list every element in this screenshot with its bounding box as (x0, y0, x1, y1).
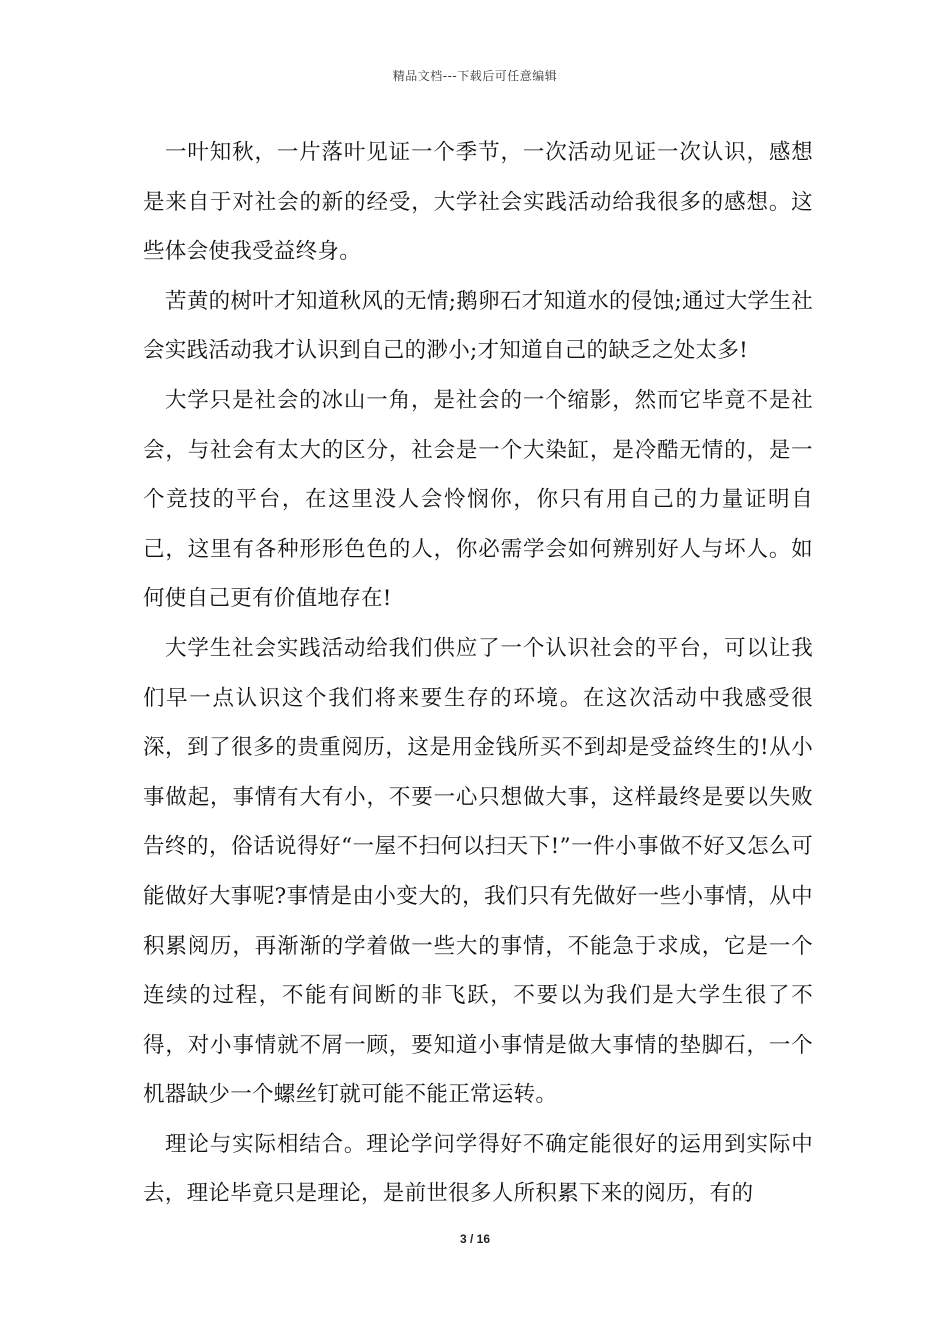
document-body (143, 128, 813, 1219)
paragraph-4: 大学生社会实践活动给我们供应了一个认识社会的平台，可以让我们早一点认识这个我们将来要生存的环境。在这次活动中我感受很深，到了很多的贵重阅历，这是用金钱所买不到却是受益终生的!从小事做起，事情有大有小，不要一心只想做大事，这样最终是要以失败告终的，俗话说得好“一屋不扫何以扫天下!”一件小事做不好又怎么可能做好大事呢?事情是由小变大的，我们只有先做好一些小事情，从中积累阅历，再渐渐的学着做一些大的事情，不能急于求成，它是一个连续的过程，不能有间断的非飞跃，不要以为我们是大学生很了不得，对小事情就不屑一顾，要知道小事情是做大事情的垫脚石，一个机器缺少一个螺丝钉就可能不能正常运转。 (143, 635, 813, 1108)
paragraph-3: 大学只是社会的冰山一角，是社会的一个缩影，然而它毕竟不是社会，与社会有太大的区分，社会是一个大染缸，是冷酷无情的，是一个竞技的平台，在这里没人会怜悯你，你只有用自己的力量证明自己，这里有各种形形色色的人，你必需学会如何辨别好人与坏人。如何使自己更有价值地存在! (143, 387, 813, 612)
paragraph-1: 一叶知秋，一片落叶见证一个季节，一次活动见证一次认识，感想是来自于对社会的新的经受，大学社会实践活动给我很多的感想。这些体会使我受益终身。 (143, 140, 813, 265)
page-number: 3 / 16 (459, 1232, 491, 1246)
paragraph-2: 苦黄的树叶才知道秋风的无情;鹅卵石才知道水的侵蚀;通过大学生社会实践活动我才认识到自己的渺小;才知道自己的缺乏之处太多! (143, 288, 813, 364)
paragraph-5: 理论与实际相结合。理论学问学得好不确定能很好的运用到实际中去，理论毕竟只是理论，是前世很多人所积累下来的阅历，有的 (143, 1131, 813, 1207)
page-header: 精品文档---下载后可任意编辑 (392, 69, 558, 83)
